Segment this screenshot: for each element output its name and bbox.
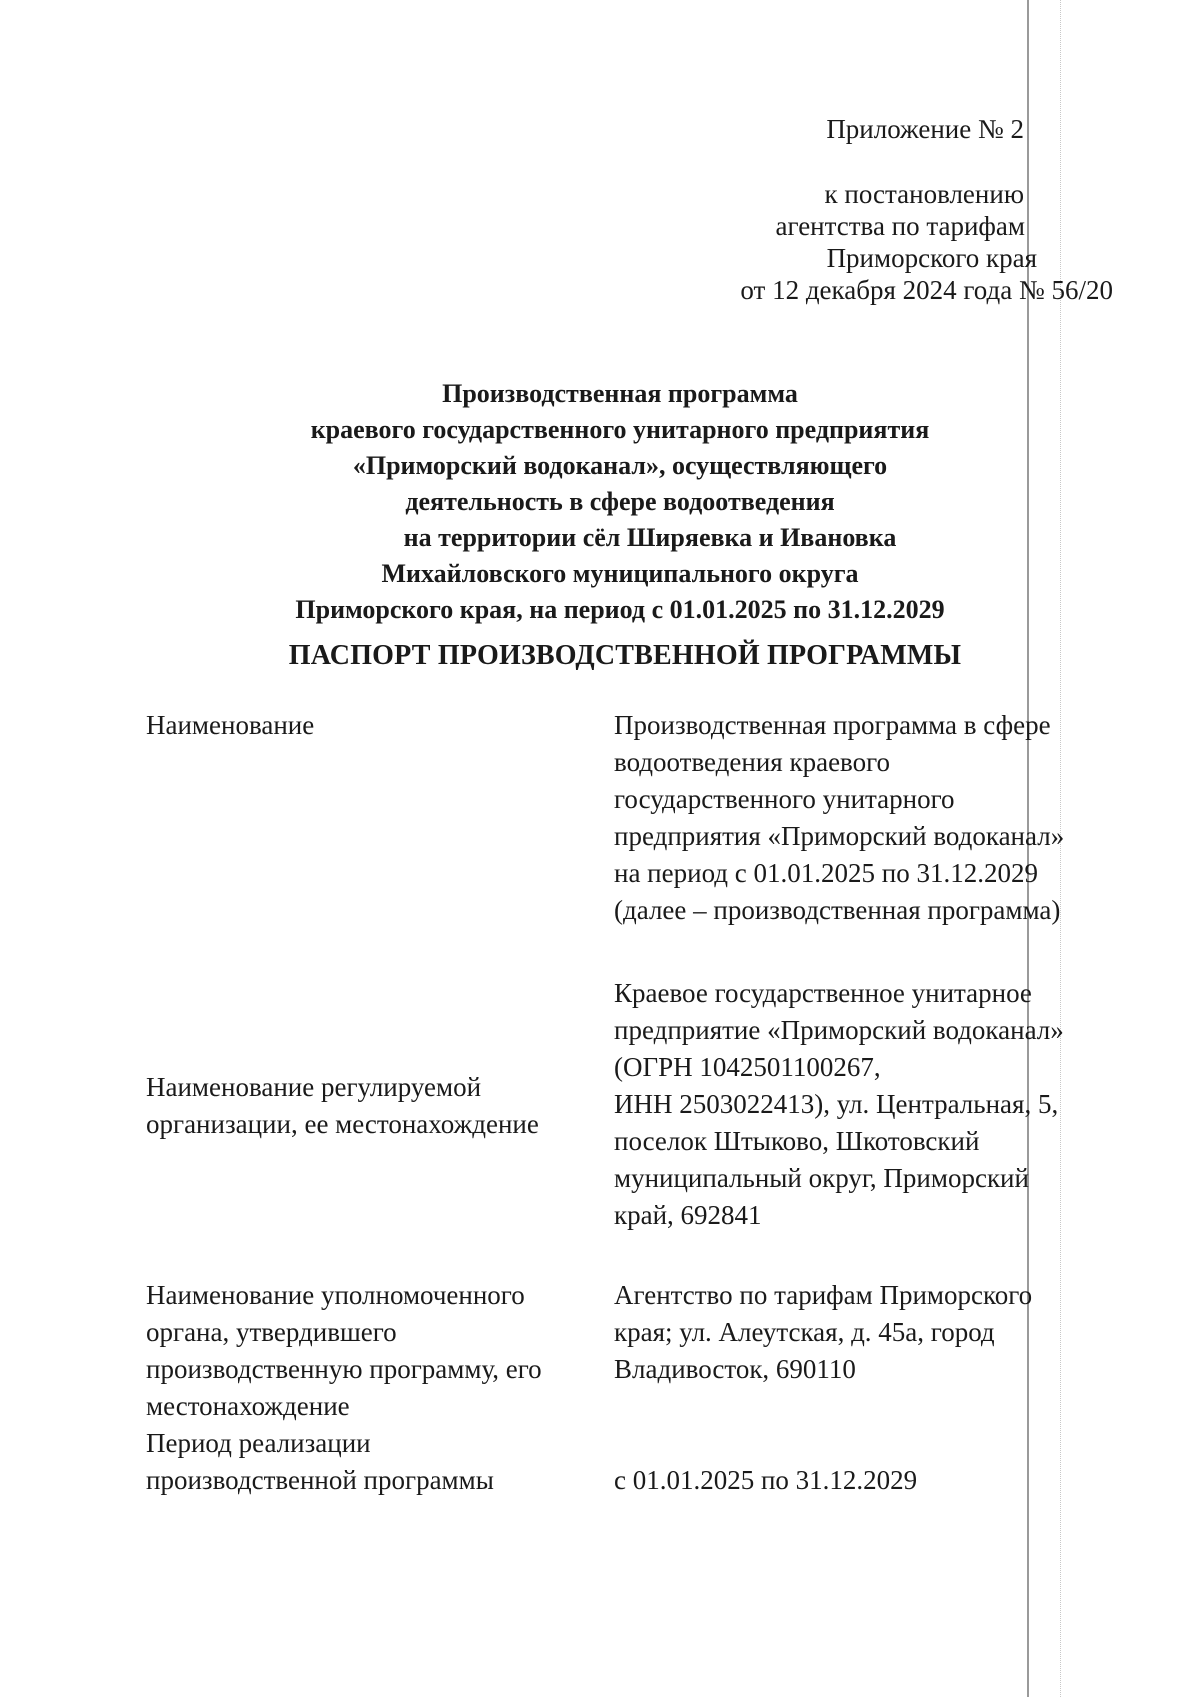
row-value-period xyxy=(614,1462,1094,1499)
title-line: Приморского края, на период с 01.01.2025 по 31.12.2029 xyxy=(295,595,945,624)
value-line: государственного унитарного xyxy=(614,784,955,814)
value-line: Владивосток, 690110 xyxy=(614,1354,856,1384)
title-line: Производственная программа xyxy=(442,379,798,408)
decree-line: от 12 декабря 2024 года № 56/20 xyxy=(740,275,1113,305)
label-line: органа, утвердившего xyxy=(146,1317,397,1347)
value-line: на период с 01.01.2025 по 31.12.2029 xyxy=(614,858,1038,888)
value-line: предприятия «Приморский водоканал» xyxy=(614,821,1065,851)
label-line: Наименование уполномоченного xyxy=(146,1280,525,1310)
title-line: деятельность в сфере водоотведения xyxy=(405,487,835,516)
program-title xyxy=(260,376,980,628)
row-label-authority xyxy=(146,1277,586,1425)
value-line: поселок Штыково, Шкотовский xyxy=(614,1126,980,1156)
title-line: на территории сёл Ширяевка и Ивановка xyxy=(403,523,897,552)
label-line: организации, ее местонахождение xyxy=(146,1109,539,1139)
row-value-authority xyxy=(614,1277,1094,1388)
value-line: Производственная программа в сфере xyxy=(614,710,1051,740)
title-line: Михайловского муниципального округа xyxy=(381,559,859,588)
label-line: производственную программу, его xyxy=(146,1354,542,1384)
value-line: предприятие «Приморский водоканал» xyxy=(614,1015,1064,1045)
label-line: местонахождение xyxy=(146,1391,350,1421)
value-line: (далее – производственная программа) xyxy=(614,895,1061,925)
value-line: Агентство по тарифам Приморского xyxy=(614,1280,1033,1310)
title-line: краевого государственного унитарного предприятия xyxy=(310,415,930,444)
decree-reference xyxy=(593,178,1113,306)
passport-heading: ПАСПОРТ ПРОИЗВОДСТВЕННОЙ ПРОГРАММЫ xyxy=(288,640,962,671)
label-line: Период реализации xyxy=(146,1428,371,1458)
decree-line: к постановлению xyxy=(824,179,1024,209)
value-line: (ОГРН 1042501100267, xyxy=(614,1052,881,1082)
value-line: край, 692841 xyxy=(614,1200,762,1230)
value-line: ИНН 2503022413), ул. Центральная, 5, xyxy=(614,1089,1059,1119)
label-line: производственной программы xyxy=(146,1465,494,1495)
value-line: водоотведения краевого xyxy=(614,747,891,777)
value-line: края; ул. Алеутская, д. 45а, город xyxy=(614,1317,995,1347)
title-line: «Приморский водоканал», осуществляющего xyxy=(352,451,888,480)
row-label-period xyxy=(146,1425,586,1499)
value-line: с 01.01.2025 по 31.12.2029 xyxy=(614,1465,918,1495)
appendix-number: Приложение № 2 xyxy=(826,114,1024,144)
label-line: Наименование регулируемой xyxy=(146,1072,482,1102)
row-value-name xyxy=(614,707,1094,929)
value-line: муниципальный округ, Приморский xyxy=(614,1163,1029,1193)
row-label-name xyxy=(146,707,586,744)
decree-line: Приморского края xyxy=(826,243,1037,273)
value-line: Краевое государственное унитарное xyxy=(614,978,1032,1008)
row-value-organization xyxy=(614,975,1094,1234)
row-label-organization xyxy=(146,1069,586,1143)
label-line: Наименование xyxy=(146,710,315,740)
decree-line: агентства по тарифам xyxy=(775,211,1025,241)
